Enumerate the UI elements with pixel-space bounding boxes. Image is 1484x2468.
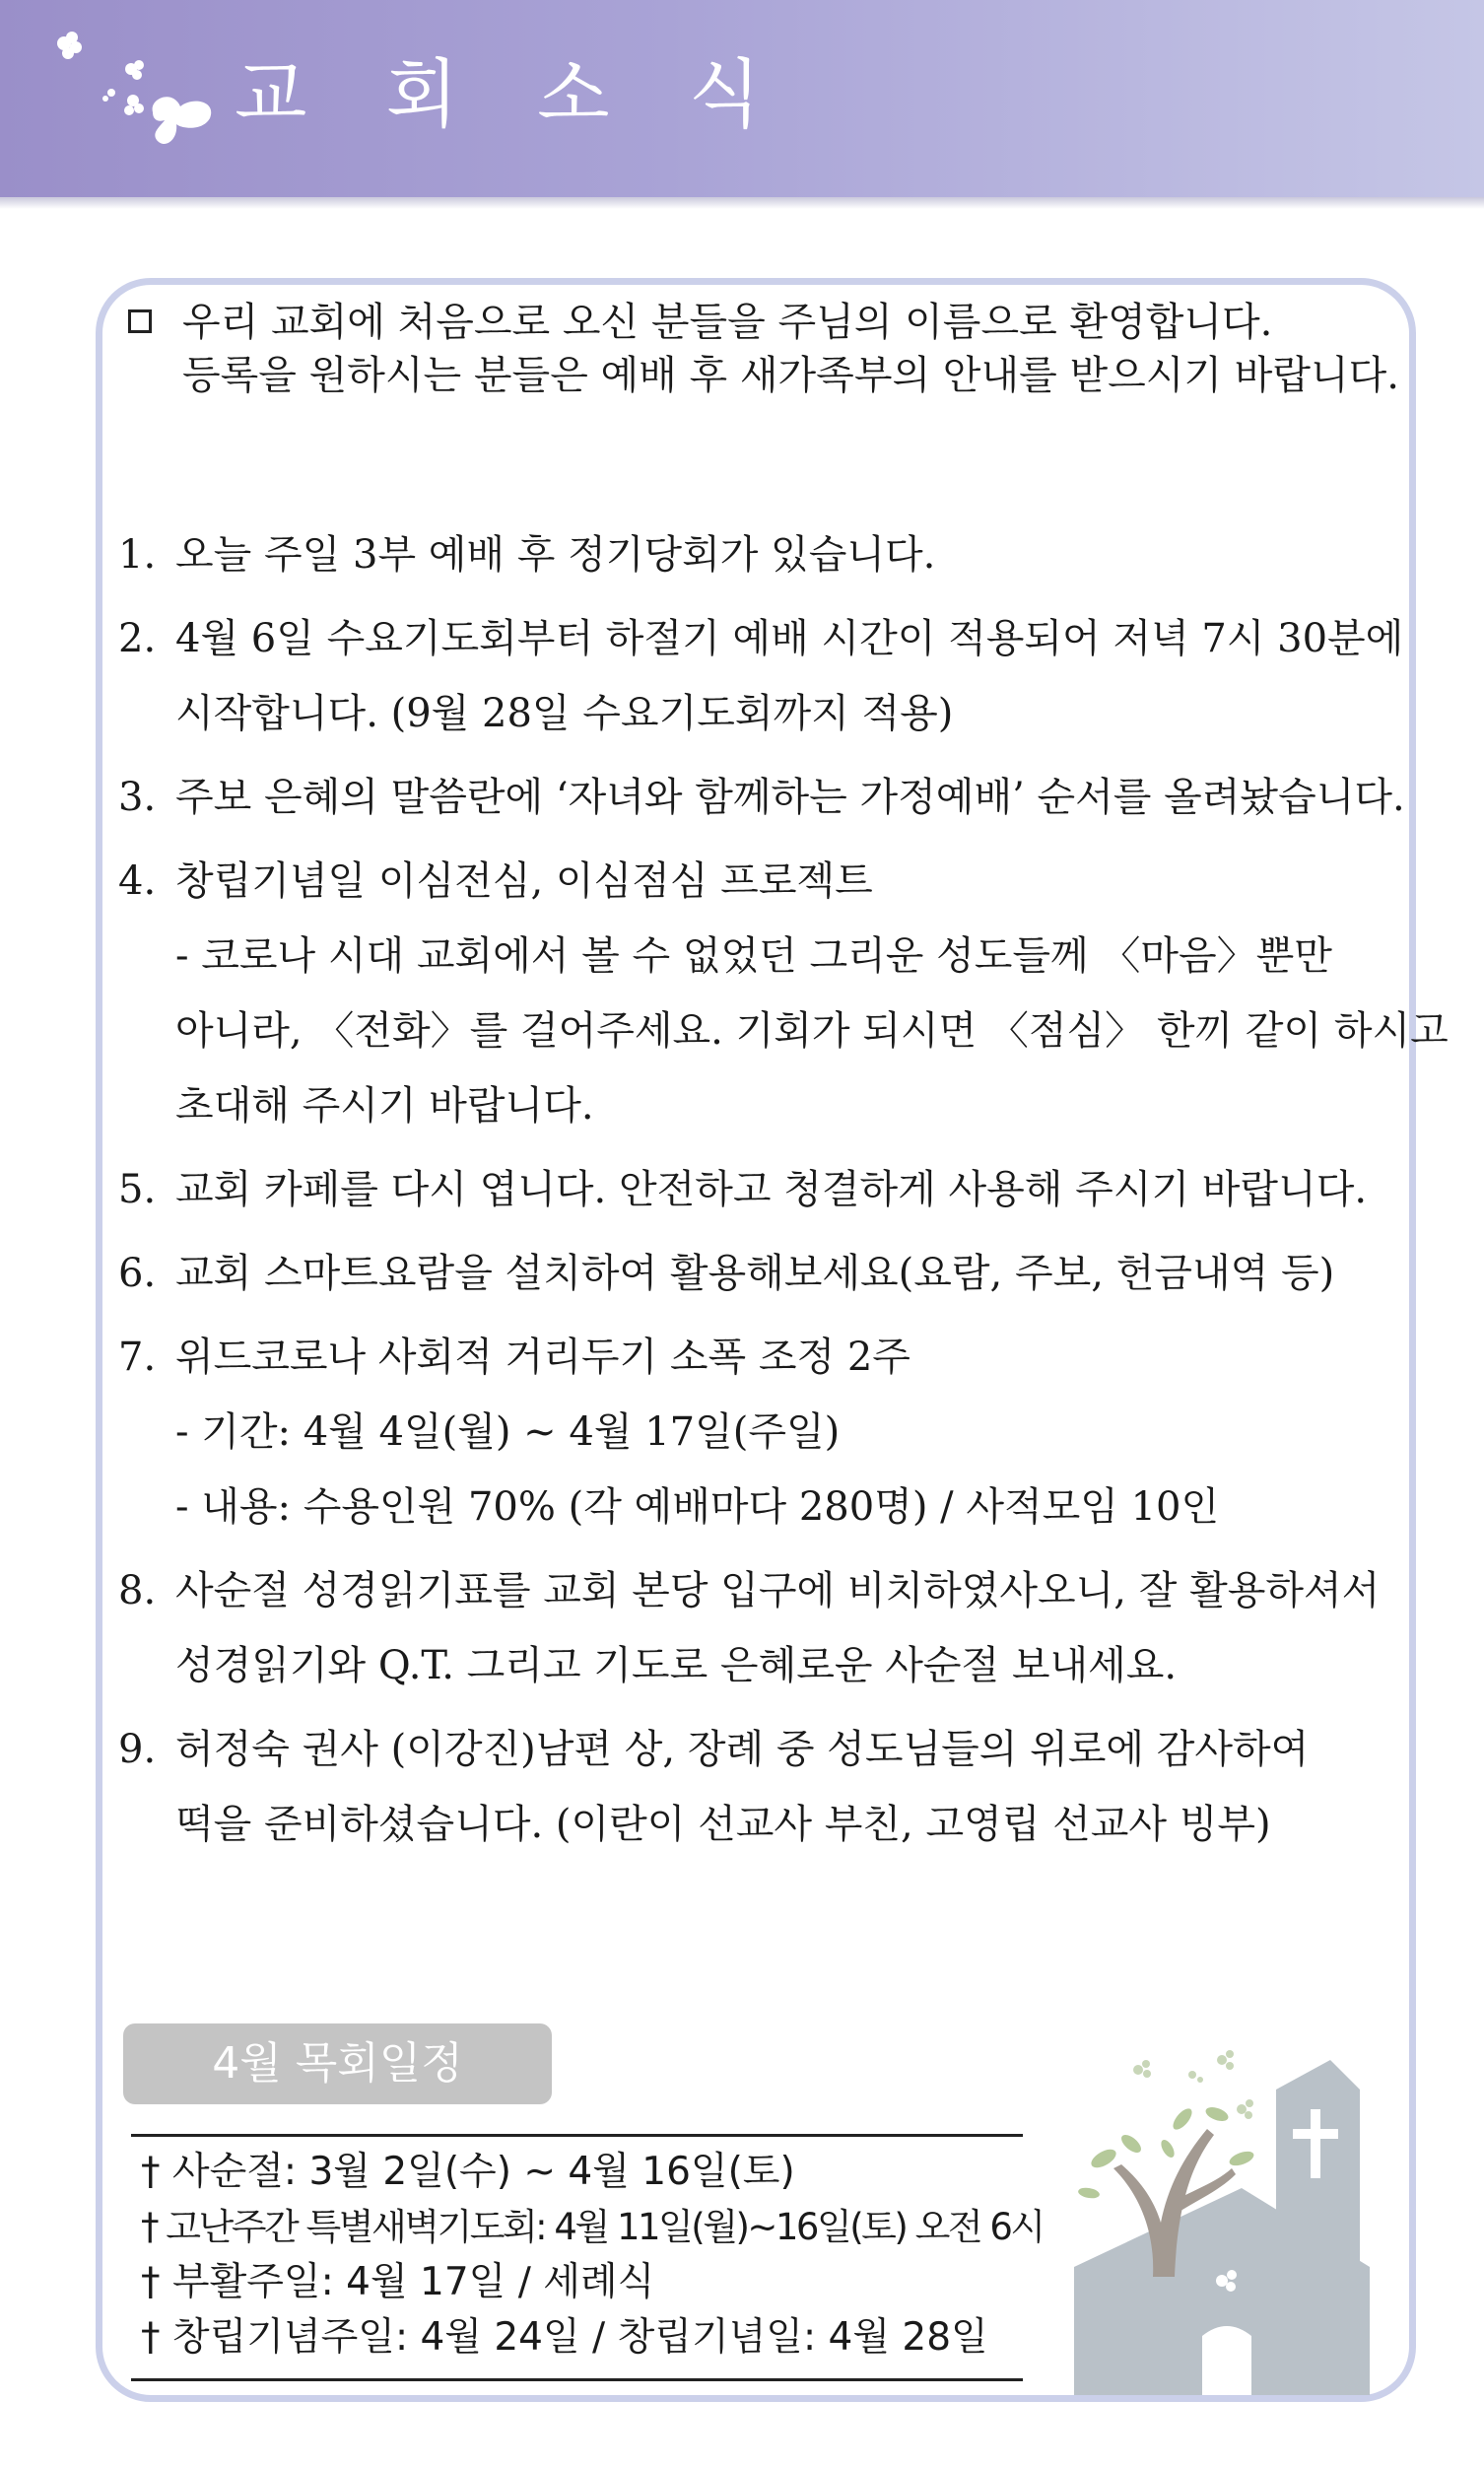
list-item [118,601,1404,751]
list-item [118,1236,1399,1311]
item-text: 떡을 준비하셨습니다. (이란이 선교사 부친, 고영립 선교사 빙부) [175,1802,1271,1847]
item-number: 7. [118,1335,157,1380]
item-text: 4월 6일 수요기도회부터 하절기 예배 시간이 적용되어 저녁 7시 30분에 [175,616,1404,661]
welcome-line: 등록을 원하시는 분들은 예배 후 새가족부의 안내를 받으시기 바랍니다. [182,353,1399,398]
header-banner [0,0,1484,197]
item-number: 5. [118,1167,157,1212]
item-number: 2. [118,616,157,661]
item-text: 사순절 성경읽기표를 교회 본당 입구에 비치하였사오니, 잘 활용하셔서 [175,1568,1381,1613]
announcement-list [118,517,1449,1871]
item-number: 4. [118,858,157,904]
item-text: 오늘 주일 3부 예배 후 정기당회가 있습니다. [175,532,936,578]
item-text: 교회 카페를 다시 엽니다. 안전하고 청결하게 사용해 주시기 바랍니다. [175,1167,1368,1212]
item-text: 교회 스마트요람을 설치하여 활용해보세요(요람, 주보, 헌금내역 등) [175,1251,1335,1296]
item-text: 성경읽기와 Q.T. 그리고 기도로 은혜로운 사순절 보내세요. [175,1643,1178,1688]
church-tree-icon [1045,2021,1429,2405]
square-bullet-icon [128,309,152,333]
list-item [118,1320,1399,1544]
item-number: 8. [118,1568,157,1613]
list-item [118,1712,1399,1862]
item-text: 창립기념일 이심전심, 이심점심 프로젝트 [175,858,873,904]
header-divider [0,197,1484,209]
list-item [118,1152,1399,1227]
welcome-message [128,296,1399,402]
item-text: 주보 은혜의 말씀란에 ‘자녀와 함께하는 가정예배’ 순서를 올려놨습니다. [175,775,1405,820]
item-text: 허정숙 권사 (이강진)남편 상, 장례 중 성도님들의 위로에 감사하여 [175,1727,1310,1772]
item-number: 6. [118,1251,157,1296]
schedule-title: 4월 목회일정 [212,2038,463,2089]
item-text: - 코로나 시대 교회에서 볼 수 없었던 그리운 성도들께 〈마음〉뿐만 [175,933,1332,979]
schedule-item: † 고난주간 특별새벽기도회: 4월 11일(월)~16일(토) 오전 6시 [141,2206,1044,2248]
item-text: - 기간: 4월 4일(월) ~ 4월 17일(주일) [175,1409,841,1455]
item-number: 3. [118,775,157,820]
schedule-item: † 창립기념주일: 4월 24일 / 창립기념일: 4월 28일 [141,2315,988,2360]
item-number: 1. [118,532,157,578]
schedule-item: † 부활주일: 4월 17일 / 세례식 [141,2260,655,2304]
list-item [118,517,1399,592]
item-text: 초대해 주시기 바랍니다. [175,1083,594,1129]
schedule-list [131,2134,1044,2381]
butterfly-flower-icon [54,30,232,168]
schedule-badge [123,2023,552,2104]
item-number: 9. [118,1727,157,1772]
item-text: 아니라, 〈전화〉를 걸어주세요. 기회가 되시면 〈점심〉 한끼 같이 하시고 [175,1008,1449,1054]
list-item [118,1553,1399,1703]
page-title: 교 회 소 식 [235,50,789,138]
welcome-line: 우리 교회에 처음으로 오신 분들을 주님의 이름으로 환영합니다. [182,300,1273,345]
list-item [118,760,1405,835]
list-item [118,844,1449,1143]
schedule-item: † 사순절: 3월 2일(수) ~ 4월 16일(토) [141,2150,795,2194]
item-text: 위드코로나 사회적 거리두기 소폭 조정 2주 [175,1335,911,1380]
item-text: 시작합니다. (9월 28일 수요기도회까지 적용) [175,691,954,736]
item-text: - 내용: 수용인원 70% (각 예배마다 280명) / 사적모임 10인 [175,1484,1220,1530]
